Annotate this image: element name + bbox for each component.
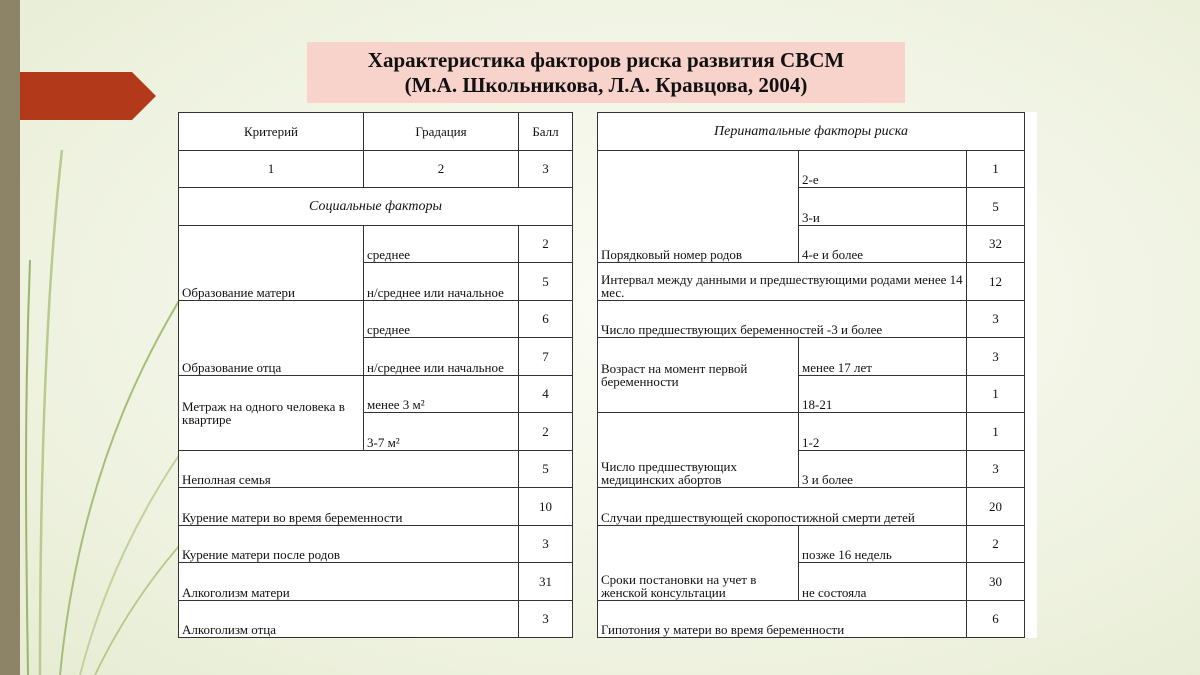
birth-order-label: Порядковый номер родов [598,150,799,263]
birth-order-score: 1 [967,150,1025,188]
living-space-label: Метраж на одного человека в квартире [179,375,364,450]
mother-education-gradation: н/среднее или начальное [364,263,519,301]
living-space-score: 2 [519,413,573,451]
column-number-1: 1 [179,150,364,188]
registration-timing-score: 30 [967,563,1025,601]
father-education-score: 6 [519,300,573,338]
first-pregnancy-age-score: 3 [967,338,1025,376]
section-perinatal-factors: Перинатальные факторы риска [598,113,1025,151]
mother-education-label: Образование матери [179,225,364,300]
section-social-factors: Социальные факторы [179,188,573,226]
father-education-score: 7 [519,338,573,376]
title-line-2: (М.А. Школьникова, Л.А. Кравцова, 2004) [404,72,808,97]
perinatal-factors-table [597,112,1025,638]
living-space-gradation: 3-7 м² [364,413,519,451]
column-number-2: 2 [364,150,519,188]
abortions-gradation: 1-2 [799,413,967,451]
birth-order-gradation: 4-е и более [799,225,967,263]
registration-timing-gradation: не состояла [799,563,967,601]
registration-timing-score: 2 [967,525,1025,563]
first-pregnancy-age-score: 1 [967,375,1025,413]
title-line-1: Характеристика факторов риска развития СВСМ [367,47,845,72]
abortions-score: 1 [967,413,1025,451]
abortions-score: 3 [967,450,1025,488]
birth-interval-score: 12 [967,263,1025,301]
alcohol-mother-score: 31 [519,563,573,601]
alcohol-mother-label: Алкоголизм матери [179,563,519,601]
birth-interval-label: Интервал между данными и предшествующими родами менее 14 мес. [598,263,967,301]
first-pregnancy-age-gradation: менее 17 лет [799,338,967,376]
abortions-gradation: 3 и более [799,450,967,488]
hypotension-score: 6 [967,600,1025,638]
first-pregnancy-age-label: Возраст на момент первой беременности [598,338,799,413]
smoking-pregnancy-score: 10 [519,488,573,526]
red-arrow-ribbon [20,72,156,120]
birth-order-score: 5 [967,188,1025,226]
social-factors-table [178,112,573,638]
alcohol-father-label: Алкоголизм отца [179,600,519,638]
smoking-after-birth-label: Курение матери после родов [179,525,519,563]
registration-timing-gradation: позже 16 недель [799,525,967,563]
header-score: Балл [519,113,573,151]
registration-timing-label: Сроки постановки на учет в женской консультации [598,525,799,600]
hypotension-label: Гипотония у матери во время беременности [598,600,967,638]
previous-pregnancies-score: 3 [967,300,1025,338]
abortions-label: Число предшествующих медицинских абортов [598,413,799,488]
birth-order-score: 32 [967,225,1025,263]
father-education-gradation: среднее [364,300,519,338]
incomplete-family-score: 5 [519,450,573,488]
alcohol-father-score: 3 [519,600,573,638]
living-space-gradation: менее 3 м² [364,375,519,413]
header-gradation: Градация [364,113,519,151]
smoking-pregnancy-label: Курение матери во время беременности [179,488,519,526]
slide-title [307,42,905,103]
father-education-label: Образование отца [179,300,364,375]
sids-cases-score: 20 [967,488,1025,526]
living-space-score: 4 [519,375,573,413]
previous-pregnancies-label: Число предшествующих беременностей -3 и более [598,300,967,338]
mother-education-score: 2 [519,225,573,263]
table-edge-strip [1024,112,1037,638]
mother-education-score: 5 [519,263,573,301]
birth-order-gradation: 2-е [799,150,967,188]
mother-education-gradation: среднее [364,225,519,263]
birth-order-gradation: 3-и [799,188,967,226]
header-criterion: Критерий [179,113,364,151]
sids-cases-label: Случаи предшествующей скоропостижной смерти детей [598,488,967,526]
side-accent-bar [0,0,20,675]
incomplete-family-label: Неполная семья [179,450,519,488]
column-number-3: 3 [519,150,573,188]
first-pregnancy-age-gradation: 18-21 [799,375,967,413]
smoking-after-birth-score: 3 [519,525,573,563]
father-education-gradation: н/среднее или начальное [364,338,519,376]
